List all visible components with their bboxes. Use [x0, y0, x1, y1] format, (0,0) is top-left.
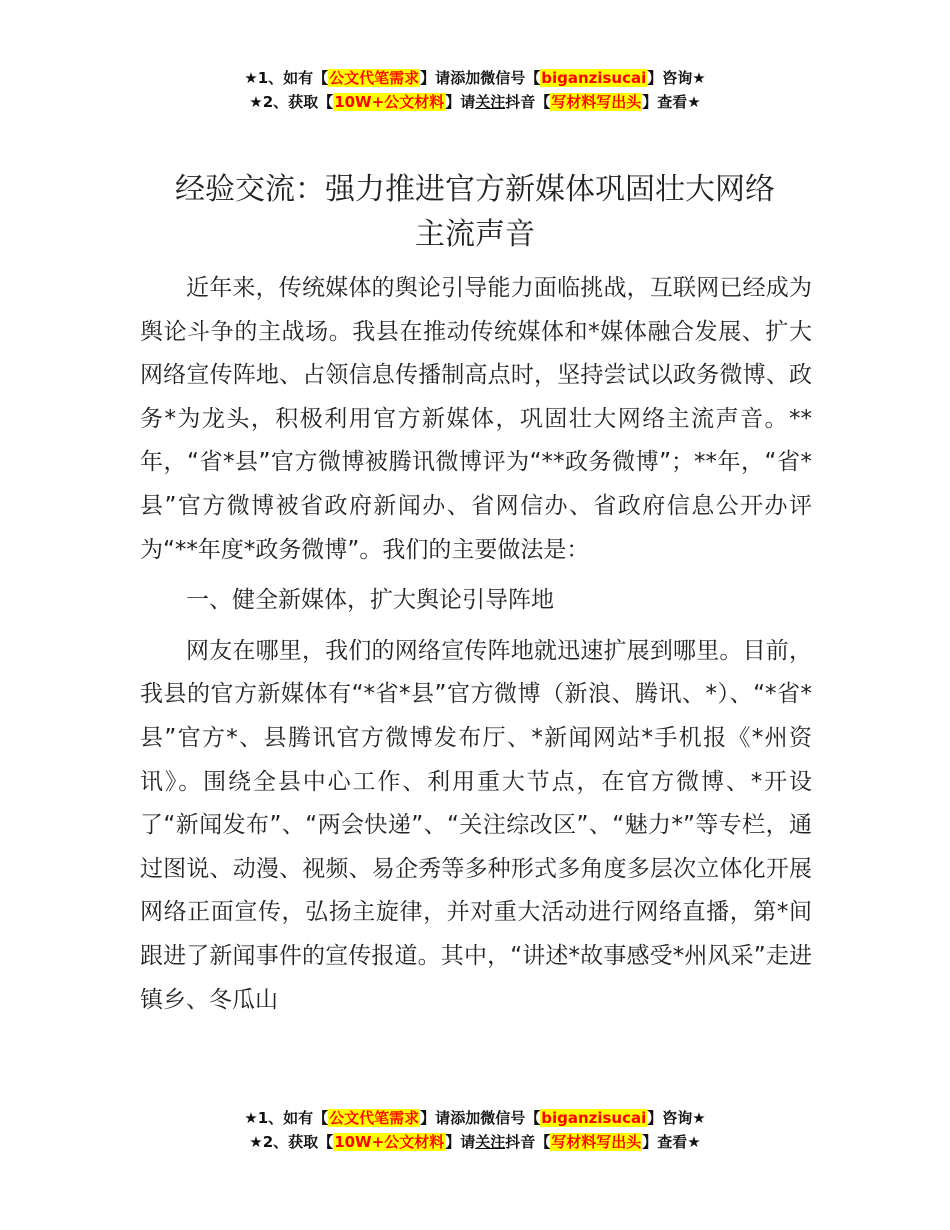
banner-line-1	[0, 66, 950, 90]
banner-line-2	[0, 90, 950, 114]
title-line-1: 经验交流：强力推进官方新媒体巩固壮大网络	[175, 172, 775, 207]
banner-text: 】咨询★	[647, 69, 706, 87]
banner-emphasis: 添加	[450, 69, 481, 87]
banner-text: ★2、获取【	[249, 93, 334, 111]
banner-text: ★1、如有【	[244, 1109, 329, 1127]
banner-highlight: biganzisucai	[541, 69, 647, 87]
body-paragraph: 网友在哪里，我们的网络宣传阵地就迅速扩展到哪里。目前，我县的官方新媒体有“*省*县”官方微博（新浪、腾讯、*）、“*省*县”官方*、县腾讯官方微博发布厅、*新闻网站*手机报《*州资讯》。围绕全县中心工作、利用重大节点，在官方微博、*开设了“新闻发布”、“两会快递”、“关注综改区”、“魅力*”等专栏，通过图说、动漫、视频、易企秀等多种形式多角度多层次立体化开展网络正面宣传，弘扬主旋律，并对重大活动进行网络直播，第*间跟进了新闻事件的宣传报道。其中，“讲述*故事感受*州风采”走进镇乡、冬瓜山	[140, 637, 812, 1013]
banner-emphasis: 关注	[475, 93, 506, 111]
document-title	[120, 167, 830, 257]
banner-text: ★2、获取【	[249, 1133, 334, 1151]
banner-text: 】请	[445, 1133, 476, 1151]
banner-text: 】请	[445, 93, 476, 111]
section-heading: 一、健全新媒体，扩大舆论引导阵地	[186, 587, 554, 614]
banner-emphasis: 添加	[450, 1109, 481, 1127]
banner-text: 】请	[420, 69, 451, 87]
banner-highlight: 写材料写出头	[551, 93, 642, 111]
banner-highlight: 公文代笔需求	[329, 1109, 420, 1127]
banner-highlight: 10W+公文材料	[334, 1133, 445, 1151]
banner-line-1	[0, 1106, 950, 1130]
banner-text: 微信号【	[480, 1109, 541, 1127]
banner-text: 】查看★	[642, 93, 701, 111]
banner-highlight: 10W+公文材料	[334, 93, 445, 111]
banner-highlight: 公文代笔需求	[329, 69, 420, 87]
footer-banner	[0, 1106, 950, 1154]
banner-highlight: 写材料写出头	[551, 1133, 642, 1151]
banner-text: 】咨询★	[647, 1109, 706, 1127]
banner-highlight: biganzisucai	[541, 1109, 647, 1127]
banner-line-2	[0, 1130, 950, 1154]
header-banner	[0, 66, 950, 114]
banner-text: 微信号【	[480, 69, 541, 87]
banner-emphasis: 关注	[475, 1133, 506, 1151]
body-paragraph: 近年来，传统媒体的舆论引导能力面临挑战，互联网已经成为舆论斗争的主战场。我县在推动传统媒体和*媒体融合发展、扩大网络宣传阵地、占领信息传播制高点时，坚持尝试以政务微博、政务*为龙头，积极利用官方新媒体，巩固壮大网络主流声音。**年，“省*县”官方微博被腾讯微博评为“**政务微博”；**年，“省*县”官方微博被省政府新闻办、省网信办、省政府信息公开办评为“**年度*政务微博”。我们的主要做法是：	[140, 275, 812, 563]
banner-text: 】查看★	[642, 1133, 701, 1151]
document-body	[140, 267, 812, 1022]
banner-text: 抖音【	[505, 1133, 551, 1151]
banner-text: 抖音【	[505, 93, 551, 111]
title-line-2: 主流声音	[415, 217, 535, 252]
banner-text: 】请	[420, 1109, 451, 1127]
banner-text: ★1、如有【	[244, 69, 329, 87]
